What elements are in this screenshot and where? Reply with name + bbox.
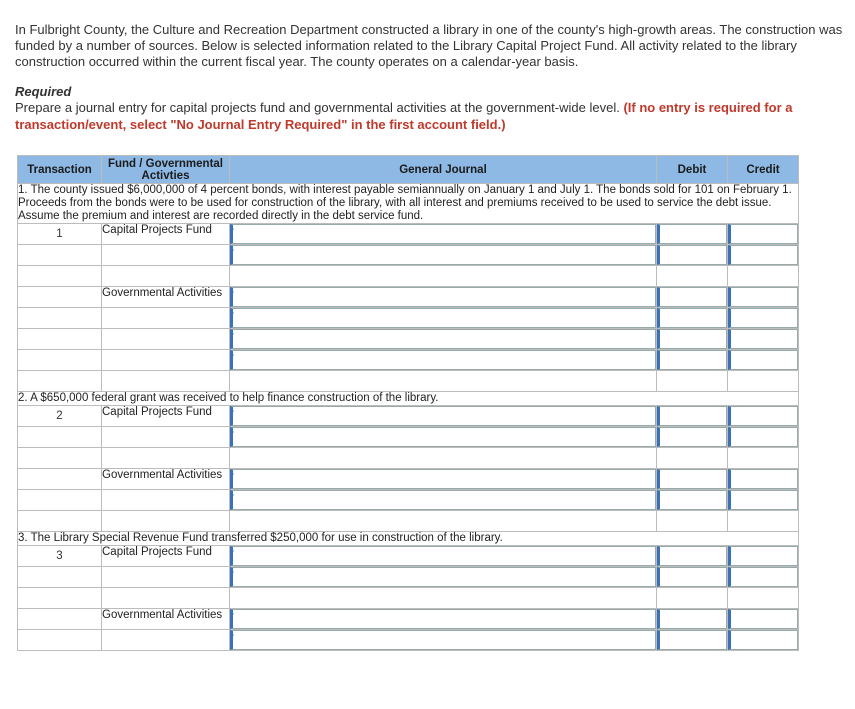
credit-input[interactable]: [728, 287, 798, 307]
required-text-line: [15, 100, 855, 116]
debit-input[interactable]: [657, 350, 727, 370]
account-select[interactable]: [230, 308, 656, 328]
transaction-3-description: 3. The Library Special Revenue Fund transferred $250,000 for use in construction of the library.: [18, 532, 799, 546]
debit-input[interactable]: [657, 245, 727, 265]
account-select[interactable]: [230, 469, 656, 489]
required-text: Prepare a journal entry for capital projects fund and governmental activities at the government-wide level.: [15, 100, 620, 115]
fund-label-capital-projects: Capital Projects Fund: [102, 224, 230, 245]
debit-input[interactable]: [657, 630, 727, 650]
account-select[interactable]: [230, 427, 656, 447]
account-select[interactable]: [230, 567, 656, 587]
account-select[interactable]: [230, 329, 656, 349]
fund-label-capital-projects: Capital Projects Fund: [102, 406, 230, 427]
account-select[interactable]: [230, 490, 656, 510]
credit-input[interactable]: [728, 427, 798, 447]
fund-label-governmental-activities: Governmental Activities: [102, 287, 230, 308]
credit-input[interactable]: [728, 630, 798, 650]
header-credit: Credit: [728, 156, 799, 184]
debit-input[interactable]: [657, 546, 727, 566]
credit-input[interactable]: [728, 224, 798, 244]
header-general-journal: General Journal: [230, 156, 657, 184]
debit-input[interactable]: [657, 490, 727, 510]
account-select[interactable]: [230, 245, 656, 265]
debit-input[interactable]: [657, 329, 727, 349]
credit-input[interactable]: [728, 308, 798, 328]
credit-input[interactable]: [728, 546, 798, 566]
transaction-number: 2: [18, 406, 102, 427]
credit-input[interactable]: [728, 406, 798, 426]
debit-input[interactable]: [657, 287, 727, 307]
problem-intro: In Fulbright County, the Culture and Recreation Department constructed a library in one of the county's high-growth areas. The construction was funded by a number of sources. Below is selected information related to the Library Capital Project Fund. All activity related to the library construction occurred within the current fiscal year. The county operates on a calendar-year basis.: [15, 22, 843, 69]
credit-input[interactable]: [728, 329, 798, 349]
account-select[interactable]: [230, 630, 656, 650]
debit-input[interactable]: [657, 567, 727, 587]
journal-table: [17, 155, 799, 651]
credit-input[interactable]: [728, 245, 798, 265]
account-select[interactable]: [230, 609, 656, 629]
transaction-number: 1: [18, 224, 102, 245]
account-select[interactable]: [230, 224, 656, 244]
fund-label-governmental-activities: Governmental Activities: [102, 469, 230, 490]
debit-input[interactable]: [657, 469, 727, 489]
debit-input[interactable]: [657, 427, 727, 447]
fund-label-governmental-activities: Governmental Activities: [102, 609, 230, 630]
debit-input[interactable]: [657, 609, 727, 629]
fund-label-capital-projects: Capital Projects Fund: [102, 546, 230, 567]
transaction-number: 3: [18, 546, 102, 567]
debit-input[interactable]: [657, 406, 727, 426]
account-select[interactable]: [230, 406, 656, 426]
transaction-2-description: 2. A $650,000 federal grant was received to help finance construction of the library.: [18, 392, 799, 406]
transaction-1-description: 1. The county issued $6,000,000 of 4 percent bonds, with interest payable semiannually on January 1 and July 1. The bonds sold for 101 on February 1. Proceeds from the bonds were to be used for construction of the library, with all interest and premiums received to be used to service the debt issue. Assume the premium and interest are recorded directly in the debt service fund.: [18, 184, 799, 224]
credit-input[interactable]: [728, 490, 798, 510]
credit-input[interactable]: [728, 609, 798, 629]
required-title: Required: [15, 84, 72, 99]
required-note-2: transaction/event, select "No Journal Entry Required" in the first account field.): [15, 117, 506, 132]
account-select[interactable]: [230, 287, 656, 307]
account-select[interactable]: [230, 546, 656, 566]
required-note: (If no entry is required for a: [623, 100, 793, 115]
credit-input[interactable]: [728, 350, 798, 370]
account-select[interactable]: [230, 350, 656, 370]
header-transaction: Transaction: [18, 156, 102, 184]
credit-input[interactable]: [728, 567, 798, 587]
header-fund: Fund / Governmental Activties: [102, 156, 230, 184]
debit-input[interactable]: [657, 224, 727, 244]
credit-input[interactable]: [728, 469, 798, 489]
debit-input[interactable]: [657, 308, 727, 328]
header-debit: Debit: [657, 156, 728, 184]
